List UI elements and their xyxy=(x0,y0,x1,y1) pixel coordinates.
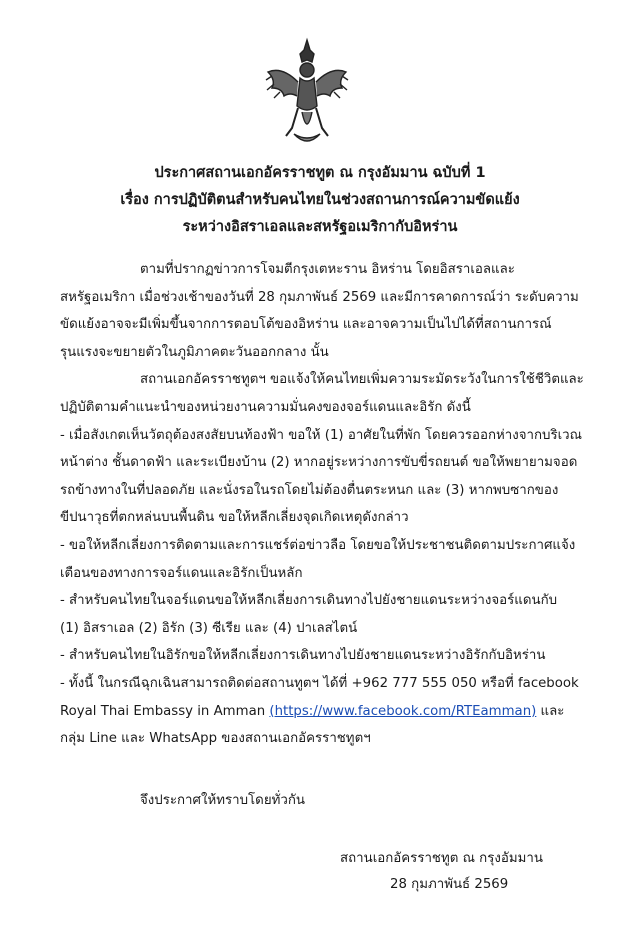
title-line-1: ประกาศสถานเอกอัครราชทูต ณ กรุงอัมมาน ฉบับที่ 1 xyxy=(154,165,486,181)
bullet-5-end: และกลุ่ม Line และ WhatsApp ของสถานเอกอัครราชทูตฯ xyxy=(60,703,565,747)
announcement-titles xyxy=(60,160,580,241)
closing-statement: จึงประกาศให้ทราบโดยทั่วกัน xyxy=(140,793,305,808)
signature-block xyxy=(340,846,543,898)
bullet-1: - เมื่อสังเกตเห็นวัตถุต้องสงสัยบนท้องฟ้า ขอให้ (1) อาศัยในที่พัก โดยควรออกห่างจากบริเวณหน้าต่าง ชั้นดาดฟ้า และระเบียงบ้าน (2) หากอยู่ระหว่างการขับขี่รถยนต์ ขอให้พยายามจอดรถข้างทางในที่ปลอดภัย และนั่งรอในรถโดยไม่ต้องตื่นตระหนก และ (3) หากพบซากของขีปนาวุธที่ตกหล่นบนพื้นดิน ขอให้หลีกเลี่ยงจุดเกิดเหตุดังกล่าว xyxy=(60,427,582,526)
paragraph-2: สถานเอกอัครราชทูตฯ ขอแจ้งให้คนไทยเพิ่มความระมัดระวังในการใช้ชีวิตและปฏิบัติตามคำแนะนำของหน่วยงานความมั่นคงของจอร์แดนและอิรัก ดังนี้ xyxy=(60,372,584,415)
bullet-3a: - สำหรับคนไทยในจอร์แดนขอให้หลีกเลี่ยงการเดินทางไปยังชายแดนระหว่างจอร์แดนกับ xyxy=(60,593,558,609)
issue-date: 28 กุมภาพันธ์ 2569 xyxy=(390,877,509,892)
title-line-2: เรื่อง การปฏิบัติตนสำหรับคนไทยในช่วงสถานการณ์ความขัดแย้ง xyxy=(120,192,520,208)
garuda-emblem-icon xyxy=(262,36,352,151)
bullet-5-text: - ทั้งนี้ ในกรณีฉุกเฉินสามารถติดต่อสถานทูตฯ ได้ที่ +962 777 555 050 หรือที่ facebook Royal Thai Embassy in Amman xyxy=(60,675,579,719)
paragraph-1: ตามที่ปรากฏข่าวการโจมตีกรุงเตหะราน อิหร่าน โดยอิสราเอลและสหรัฐอเมริกา เมื่อช่วงเช้าของวันที่ 28 กุมภาพันธ์ 2569 และมีการคาดการณ์ว่า ระดับความขัดแย้งอาจจะมีเพิ่มขึ้นจากการตอบโต้ของอิหร่าน และอาจความเป็นไปได้ที่สถานการณ์รุนแรงจะขยายตัวในภูมิภาคตะวันออกกลาง นั้น xyxy=(60,262,579,360)
bullet-2: - ขอให้หลีกเลี่ยงการติดตามและการแชร์ต่อข่าวลือ โดยขอให้ประชาชนติดตามประกาศแจ้งเตือนของทางการจอร์แดนและอิรักเป็นหลัก xyxy=(60,537,576,581)
bullet-4: - สำหรับคนไทยในอิรักขอให้หลีกเลี่ยงการเดินทางไปยังชายแดนระหว่างอิรักกับอิหร่าน xyxy=(60,648,546,664)
bullet-3b: (1) อิสราเอล (2) อิรัก (3) ซีเรีย และ (4) ปาเลสไตน์ xyxy=(60,620,358,636)
announcement-body xyxy=(60,256,585,753)
facebook-link[interactable]: (https://www.facebook.com/RTEamman) xyxy=(269,703,537,719)
bullet-5 xyxy=(60,670,585,753)
title-line-3: ระหว่างอิสราเอลและสหรัฐอเมริกากับอิหร่าน xyxy=(182,219,458,235)
issuer-name: สถานเอกอัครราชทูต ณ กรุงอัมมาน xyxy=(340,851,543,866)
